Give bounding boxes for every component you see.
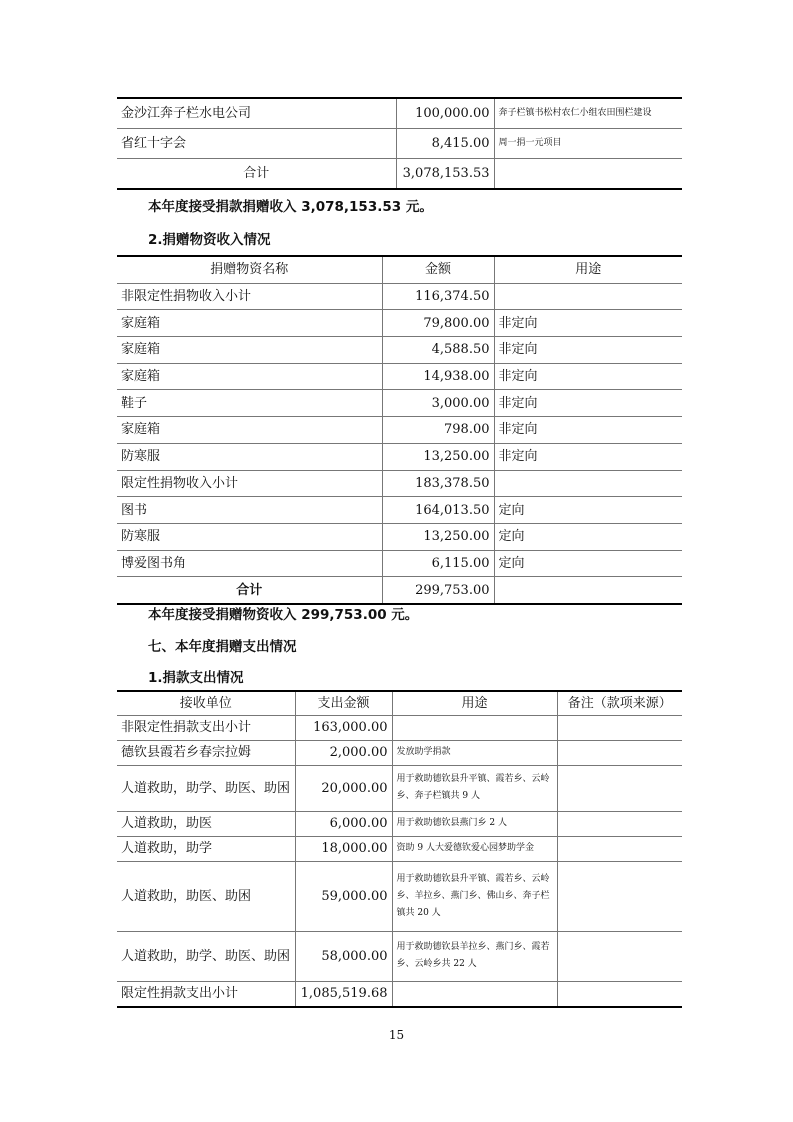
goods-name: 家庭箱 [117,417,382,444]
expense-use: 用于救助德钦县燕门乡 2 人 [392,811,557,836]
goods-name: 图书 [117,497,382,524]
goods-name: 博爱图书角 [117,550,382,577]
empty-cell [494,577,682,604]
goods-amount: 3,000.00 [382,390,494,417]
expense-remark [557,740,682,765]
table-row [117,417,682,444]
receiver-unit: 德钦县霞若乡春宗拉姆 [117,740,295,765]
total-row [117,159,682,190]
goods-name: 防寒服 [117,523,382,550]
goods-name: 家庭箱 [117,363,382,390]
expense-amount: 163,000.00 [295,715,392,740]
header-use: 用途 [392,691,557,715]
expense-amount: 59,000.00 [295,861,392,931]
expense-amount: 1,085,519.68 [295,981,392,1007]
goods-amount: 183,378.50 [382,470,494,497]
expense-amount: 20,000.00 [295,765,392,811]
donation-note: 奔子栏镇书松村农仁小组农田围栏建设 [494,98,682,129]
goods-use: 定向 [494,550,682,577]
expense-remark [557,861,682,931]
cash-donation-summary: 本年度接受捐款捐赠收入 3,078,153.53 元。 [148,199,433,215]
expense-remark [557,836,682,861]
header-remark: 备注（款项来源） [557,691,682,715]
goods-use [494,470,682,497]
goods-amount: 79,800.00 [382,310,494,337]
goods-amount: 14,938.00 [382,363,494,390]
goods-name: 鞋子 [117,390,382,417]
table-header-row [117,256,682,283]
table-row [117,740,682,765]
page-number: 15 [388,1028,405,1042]
goods-amount: 164,013.50 [382,497,494,524]
receiver-unit: 非限定性捐款支出小计 [117,715,295,740]
goods-donation-table [117,255,682,605]
goods-amount: 116,374.50 [382,283,494,310]
table-row [117,443,682,470]
expense-amount: 2,000.00 [295,740,392,765]
table-row [117,129,682,159]
table-row [117,310,682,337]
goods-use: 定向 [494,523,682,550]
table-row [117,363,682,390]
receiver-unit: 人道救助，助医、助困 [117,861,295,931]
total-label: 合计 [117,577,382,604]
receiver-unit: 人道救助，助医 [117,811,295,836]
goods-donation-heading: 2.捐赠物资收入情况 [148,232,271,248]
goods-use: 非定向 [494,310,682,337]
header-goods-name: 捐赠物资名称 [117,256,382,283]
table-row [117,715,682,740]
total-label: 合计 [117,159,396,190]
cash-donation-table [117,97,682,190]
table-row [117,981,682,1007]
donor-name: 金沙江奔子栏水电公司 [117,98,396,129]
goods-use: 非定向 [494,390,682,417]
receiver-unit: 限定性捐款支出小计 [117,981,295,1007]
donation-amount: 100,000.00 [396,98,494,129]
goods-donation-summary: 本年度接受捐赠物资收入 299,753.00 元。 [148,607,419,623]
expense-use: 资助 9 人大爱德钦爱心园梦助学金 [392,836,557,861]
goods-use: 非定向 [494,363,682,390]
expense-heading: 1.捐款支出情况 [148,670,244,686]
header-unit: 接收单位 [117,691,295,715]
header-amount: 支出金额 [295,691,392,715]
table-row [117,523,682,550]
goods-amount: 13,250.00 [382,523,494,550]
goods-name: 防寒服 [117,443,382,470]
expense-remark [557,931,682,981]
expense-remark [557,715,682,740]
donation-amount: 8,415.00 [396,129,494,159]
expense-use: 用于救助德钦县升平镇、霞若乡、云岭乡、羊拉乡、燕门乡、佛山乡、奔子栏镇共 20 人 [392,861,557,931]
expense-remark [557,811,682,836]
goods-amount: 798.00 [382,417,494,444]
goods-use: 非定向 [494,417,682,444]
goods-use: 定向 [494,497,682,524]
header-amount: 金额 [382,256,494,283]
total-amount: 299,753.00 [382,577,494,604]
table-row [117,283,682,310]
goods-name: 家庭箱 [117,310,382,337]
expenditure-table [117,690,682,1008]
expense-amount: 18,000.00 [295,836,392,861]
receiver-unit: 人道救助，助学、助医、助困 [117,765,295,811]
table-row [117,470,682,497]
expense-amount: 6,000.00 [295,811,392,836]
table-row [117,811,682,836]
table-row [117,337,682,364]
goods-name: 限定性捐物收入小计 [117,470,382,497]
expense-use: 用于救助德钦县升平镇、霞若乡、云岭乡、奔子栏镇共 9 人 [392,765,557,811]
empty-cell [494,159,682,190]
goods-use: 非定向 [494,337,682,364]
table-row [117,861,682,931]
expense-amount: 58,000.00 [295,931,392,981]
total-row [117,577,682,604]
table-row [117,98,682,129]
expense-use: 用于救助德钦县羊拉乡、燕门乡、霞若乡、云岭乡共 22 人 [392,931,557,981]
expense-use: 发放助学捐款 [392,740,557,765]
table-row [117,931,682,981]
table-header-row [117,691,682,715]
donor-name: 省红十字会 [117,129,396,159]
expense-use [392,715,557,740]
table-row [117,836,682,861]
goods-amount: 6,115.00 [382,550,494,577]
goods-amount: 4,588.50 [382,337,494,364]
table-row [117,390,682,417]
table-row [117,497,682,524]
total-amount: 3,078,153.53 [396,159,494,190]
receiver-unit: 人道救助，助学 [117,836,295,861]
goods-name: 非限定性捐物收入小计 [117,283,382,310]
goods-use: 非定向 [494,443,682,470]
section-heading: 七、本年度捐赠支出情况 [148,639,297,655]
table-row [117,550,682,577]
table-row [117,765,682,811]
goods-use [494,283,682,310]
goods-amount: 13,250.00 [382,443,494,470]
donation-note: 周一捐一元项目 [494,129,682,159]
expense-use [392,981,557,1007]
expense-remark [557,765,682,811]
header-use: 用途 [494,256,682,283]
expense-remark [557,981,682,1007]
receiver-unit: 人道救助，助学、助医、助困 [117,931,295,981]
goods-name: 家庭箱 [117,337,382,364]
